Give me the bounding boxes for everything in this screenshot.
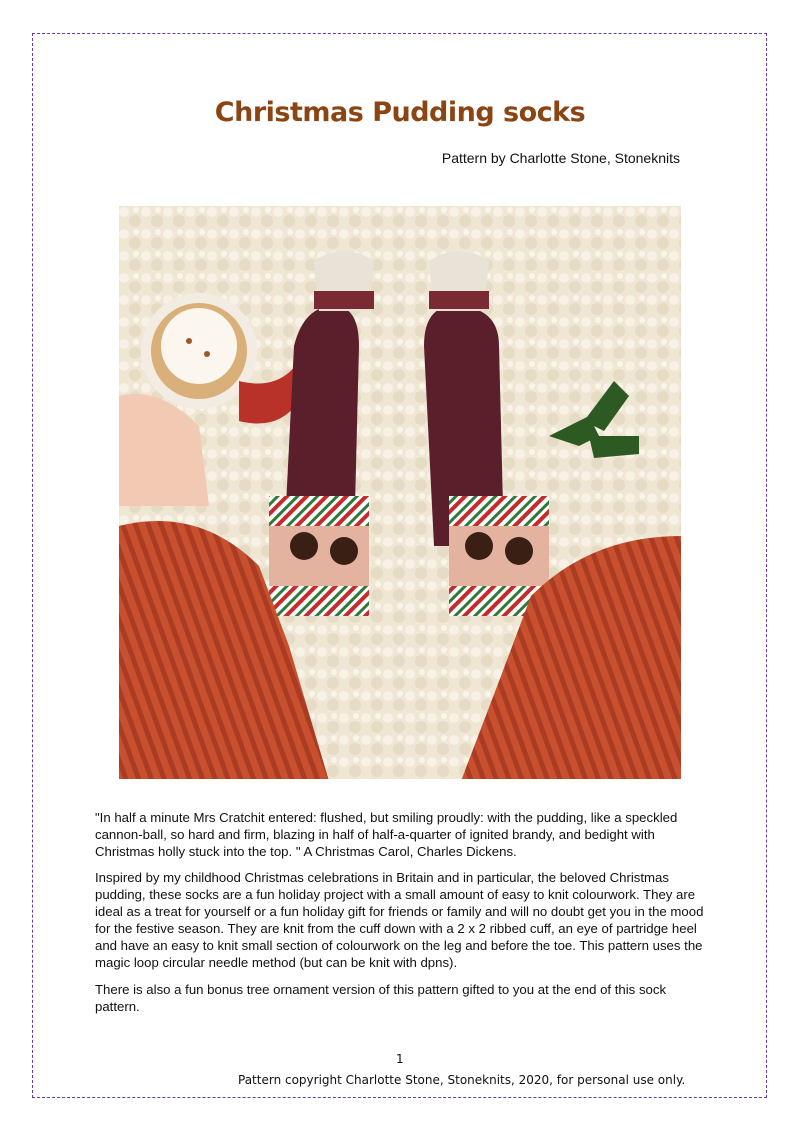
bonus-paragraph: There is also a fun bonus tree ornament version of this pattern gifted to you at the end of this sock pattern. — [95, 982, 667, 1014]
dickens-quote: "In half a minute Mrs Cratchit entered: flushed, but smiling proudly: with the pudding, like a speckled cannon-ball, so hard and firm, blazing in half of half-a-quarter of ignited brandy, and bedight with Christmas holly stuck into the top. " A Christmas Carol, Charles Dickens. — [95, 810, 678, 859]
copyright-footer: Pattern copyright Charlotte Stone, Stoneknits, 2020, for personal use only. — [238, 1073, 686, 1087]
author-byline: Pattern by Charlotte Stone, Stoneknits — [441, 150, 680, 166]
sock-photo — [119, 206, 681, 779]
page-number: 1 — [396, 1052, 404, 1066]
intro-paragraph: Inspired by my childhood Christmas celebrations in Britain and in particular, the beloved Christmas pudding, these socks are a fun holiday project with a small amount of easy to knit colourwork. They are ideal as a treat for yourself or a fun holiday gift for friends or family and will no doubt get you in the mood for the festive season. They are knit from the cuff down with a 2 x 2 ribbed cuff, an eye of partridge heel and have an easy to knit small section of colourwork on the leg and before the toe. This pattern uses the magic loop circular needle method (but can be knit with dpns). — [95, 870, 704, 970]
page-title: Christmas Pudding socks — [214, 97, 586, 128]
